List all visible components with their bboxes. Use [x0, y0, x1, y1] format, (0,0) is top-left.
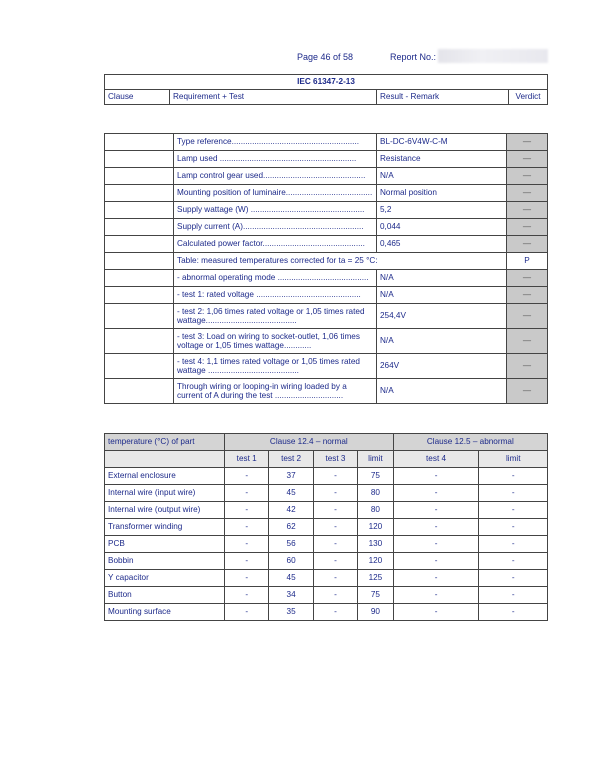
table-row [105, 253, 548, 270]
part-header: temperature (°C) of part [105, 434, 225, 451]
clause-cell [105, 236, 174, 253]
temperature-value-cell: - [393, 570, 479, 587]
clause-cell [105, 354, 174, 379]
result-cell: 5,2 [377, 202, 507, 219]
table-row [105, 236, 548, 253]
temperature-value-cell: - [313, 570, 357, 587]
temperature-value-cell: 45 [269, 485, 313, 502]
column-clause: Clause [105, 90, 170, 105]
requirement-cell: Table: measured temperatures corrected for ta = 25 °C: [174, 253, 507, 270]
subheader-cell: test 4 [393, 451, 479, 468]
temperature-value-cell: - [393, 536, 479, 553]
requirement-cell: Mounting position of luminaire...................................... [174, 185, 377, 202]
requirement-cell: - test 1: rated voltage .............................................. [174, 287, 377, 304]
temperature-value-cell: - [479, 502, 548, 519]
result-cell: Normal position [377, 185, 507, 202]
part-name-cell: Internal wire (output wire) [105, 502, 225, 519]
temperature-value-cell: 37 [269, 468, 313, 485]
temperature-value-cell: - [479, 553, 548, 570]
subheader-cell: test 3 [313, 451, 357, 468]
temperature-value-cell: - [225, 604, 269, 621]
subheader-cell: test 2 [269, 451, 313, 468]
result-cell: N/A [377, 168, 507, 185]
temp-header-row [105, 434, 548, 451]
temperature-value-cell: 80 [358, 502, 393, 519]
requirement-cell: - test 4: 1,1 times rated voltage or 1,05 times rated wattage ........................................ [174, 354, 377, 379]
temperature-value-cell: 62 [269, 519, 313, 536]
verdict-cell: — [507, 329, 548, 354]
table-row [105, 168, 548, 185]
verdict-cell: — [507, 304, 548, 329]
part-name-cell: PCB [105, 536, 225, 553]
clause-cell [105, 202, 174, 219]
requirement-cell: - abnormal operating mode ........................................ [174, 270, 377, 287]
temperature-value-cell: - [393, 553, 479, 570]
verdict-cell: — [507, 236, 548, 253]
temperature-value-cell: 75 [358, 468, 393, 485]
column-verdict: Verdict [509, 90, 548, 105]
verdict-cell: — [507, 219, 548, 236]
part-name-cell: External enclosure [105, 468, 225, 485]
table-row [105, 553, 548, 570]
temperature-value-cell: - [225, 502, 269, 519]
temperature-value-cell: 60 [269, 553, 313, 570]
result-cell: 0,465 [377, 236, 507, 253]
temp-subheader-row [105, 451, 548, 468]
requirement-cell: Supply current (A)..................................................... [174, 219, 377, 236]
verdict-cell: — [507, 168, 548, 185]
temperature-value-cell: - [313, 485, 357, 502]
temperature-value-cell: - [393, 468, 479, 485]
temperature-value-cell: - [225, 519, 269, 536]
temperature-value-cell: 56 [269, 536, 313, 553]
temperature-value-cell: - [393, 502, 479, 519]
report-number-label: Report No.: [390, 52, 437, 62]
table-row [105, 587, 548, 604]
standard-header-table [104, 74, 548, 105]
result-cell: N/A [377, 379, 507, 404]
temperature-table [104, 433, 548, 621]
temperature-value-cell: - [225, 468, 269, 485]
table-row [105, 304, 548, 329]
temperature-value-cell: - [479, 519, 548, 536]
part-name-cell: Mounting surface [105, 604, 225, 621]
temperature-value-cell: - [225, 587, 269, 604]
temperature-value-cell: - [313, 502, 357, 519]
result-cell: N/A [377, 329, 507, 354]
part-name-cell: Button [105, 587, 225, 604]
page-number: Page 46 of 58 [297, 52, 354, 62]
table-row [105, 202, 548, 219]
temperature-value-cell: 80 [358, 485, 393, 502]
table-row [105, 185, 548, 202]
temperature-value-cell: - [313, 604, 357, 621]
temperature-value-cell: - [225, 485, 269, 502]
clause-cell [105, 253, 174, 270]
subheader-cell: limit [358, 451, 393, 468]
verdict-cell: — [507, 287, 548, 304]
temperature-value-cell: - [479, 468, 548, 485]
temperature-value-cell: - [313, 536, 357, 553]
requirement-cell: Calculated power factor............................................. [174, 236, 377, 253]
temperature-value-cell: - [479, 485, 548, 502]
requirement-cell: Through wiring or looping-in wiring loaded by a current of A during the test .............................. [174, 379, 377, 404]
temperature-value-cell: 125 [358, 570, 393, 587]
temperature-value-cell: 75 [358, 587, 393, 604]
temperature-value-cell: 120 [358, 553, 393, 570]
temperature-value-cell: - [225, 570, 269, 587]
temperature-value-cell: 34 [269, 587, 313, 604]
table-row [105, 570, 548, 587]
requirement-cell: - test 2: 1,06 times rated voltage or 1,05 times rated wattage........................................ [174, 304, 377, 329]
normal-header: Clause 12.4 – normal [225, 434, 394, 451]
table-row [105, 536, 548, 553]
verdict-cell: — [507, 134, 548, 151]
table-row [105, 151, 548, 168]
requirement-cell: Lamp used ............................................................ [174, 151, 377, 168]
clause-cell [105, 287, 174, 304]
column-result: Result - Remark [377, 90, 509, 105]
temperature-value-cell: 42 [269, 502, 313, 519]
column-requirement: Requirement + Test [170, 90, 377, 105]
temperature-value-cell: - [225, 536, 269, 553]
clause-cell [105, 134, 174, 151]
temperature-value-cell: 35 [269, 604, 313, 621]
temperature-value-cell: - [393, 519, 479, 536]
temperature-value-cell: - [479, 536, 548, 553]
temperature-value-cell: 130 [358, 536, 393, 553]
verdict-cell: — [507, 185, 548, 202]
temperature-value-cell: - [479, 604, 548, 621]
standard-title: IEC 61347-2-13 [105, 75, 548, 90]
table-row [105, 485, 548, 502]
result-cell: 264V [377, 354, 507, 379]
table-row [105, 219, 548, 236]
result-cell: 254,4V [377, 304, 507, 329]
temperature-value-cell: - [313, 553, 357, 570]
clause-cell [105, 219, 174, 236]
test-details-table [104, 133, 548, 404]
subheader-cell: test 1 [225, 451, 269, 468]
temperature-value-cell: - [479, 570, 548, 587]
clause-cell [105, 185, 174, 202]
part-name-cell: Internal wire (input wire) [105, 485, 225, 502]
clause-cell [105, 168, 174, 185]
temperature-value-cell: 90 [358, 604, 393, 621]
table-row [105, 468, 548, 485]
part-name-cell: Y capacitor [105, 570, 225, 587]
temperature-value-cell: - [225, 553, 269, 570]
result-cell: BL-DC-6V4W-C-M [377, 134, 507, 151]
redacted-report-number [438, 49, 548, 63]
temperature-value-cell: 45 [269, 570, 313, 587]
verdict-cell: — [507, 379, 548, 404]
table-row [105, 604, 548, 621]
empty-header-cell [105, 451, 225, 468]
verdict-cell: — [507, 270, 548, 287]
temperature-value-cell: - [393, 587, 479, 604]
table-row [105, 287, 548, 304]
requirement-cell: Lamp control gear used............................................. [174, 168, 377, 185]
requirement-cell: Type reference........................................................ [174, 134, 377, 151]
table-row [105, 329, 548, 354]
table-row [105, 379, 548, 404]
result-cell: Resistance [377, 151, 507, 168]
verdict-cell: P [507, 253, 548, 270]
subheader-cell: limit [479, 451, 548, 468]
requirement-cell: Supply wattage (W) .................................................. [174, 202, 377, 219]
table-row [105, 270, 548, 287]
clause-cell [105, 379, 174, 404]
result-cell: 0,044 [377, 219, 507, 236]
clause-cell [105, 270, 174, 287]
temperature-value-cell: - [393, 485, 479, 502]
temperature-value-cell: - [313, 587, 357, 604]
temperature-value-cell: - [393, 604, 479, 621]
temperature-value-cell: - [313, 468, 357, 485]
result-cell: N/A [377, 270, 507, 287]
table-row [105, 354, 548, 379]
requirement-cell: - test 3: Load on wiring to socket-outlet, 1,06 times voltage or 1,05 times wattage............ [174, 329, 377, 354]
clause-cell [105, 329, 174, 354]
temperature-value-cell: - [479, 587, 548, 604]
temperature-value-cell: 120 [358, 519, 393, 536]
temperature-value-cell: - [313, 519, 357, 536]
clause-cell [105, 151, 174, 168]
verdict-cell: — [507, 354, 548, 379]
clause-cell [105, 304, 174, 329]
verdict-cell: — [507, 202, 548, 219]
verdict-cell: — [507, 151, 548, 168]
table-row [105, 519, 548, 536]
table-row [105, 502, 548, 519]
result-cell: N/A [377, 287, 507, 304]
part-name-cell: Bobbin [105, 553, 225, 570]
table-row [105, 134, 548, 151]
abnormal-header: Clause 12.5 – abnormal [393, 434, 547, 451]
part-name-cell: Transformer winding [105, 519, 225, 536]
